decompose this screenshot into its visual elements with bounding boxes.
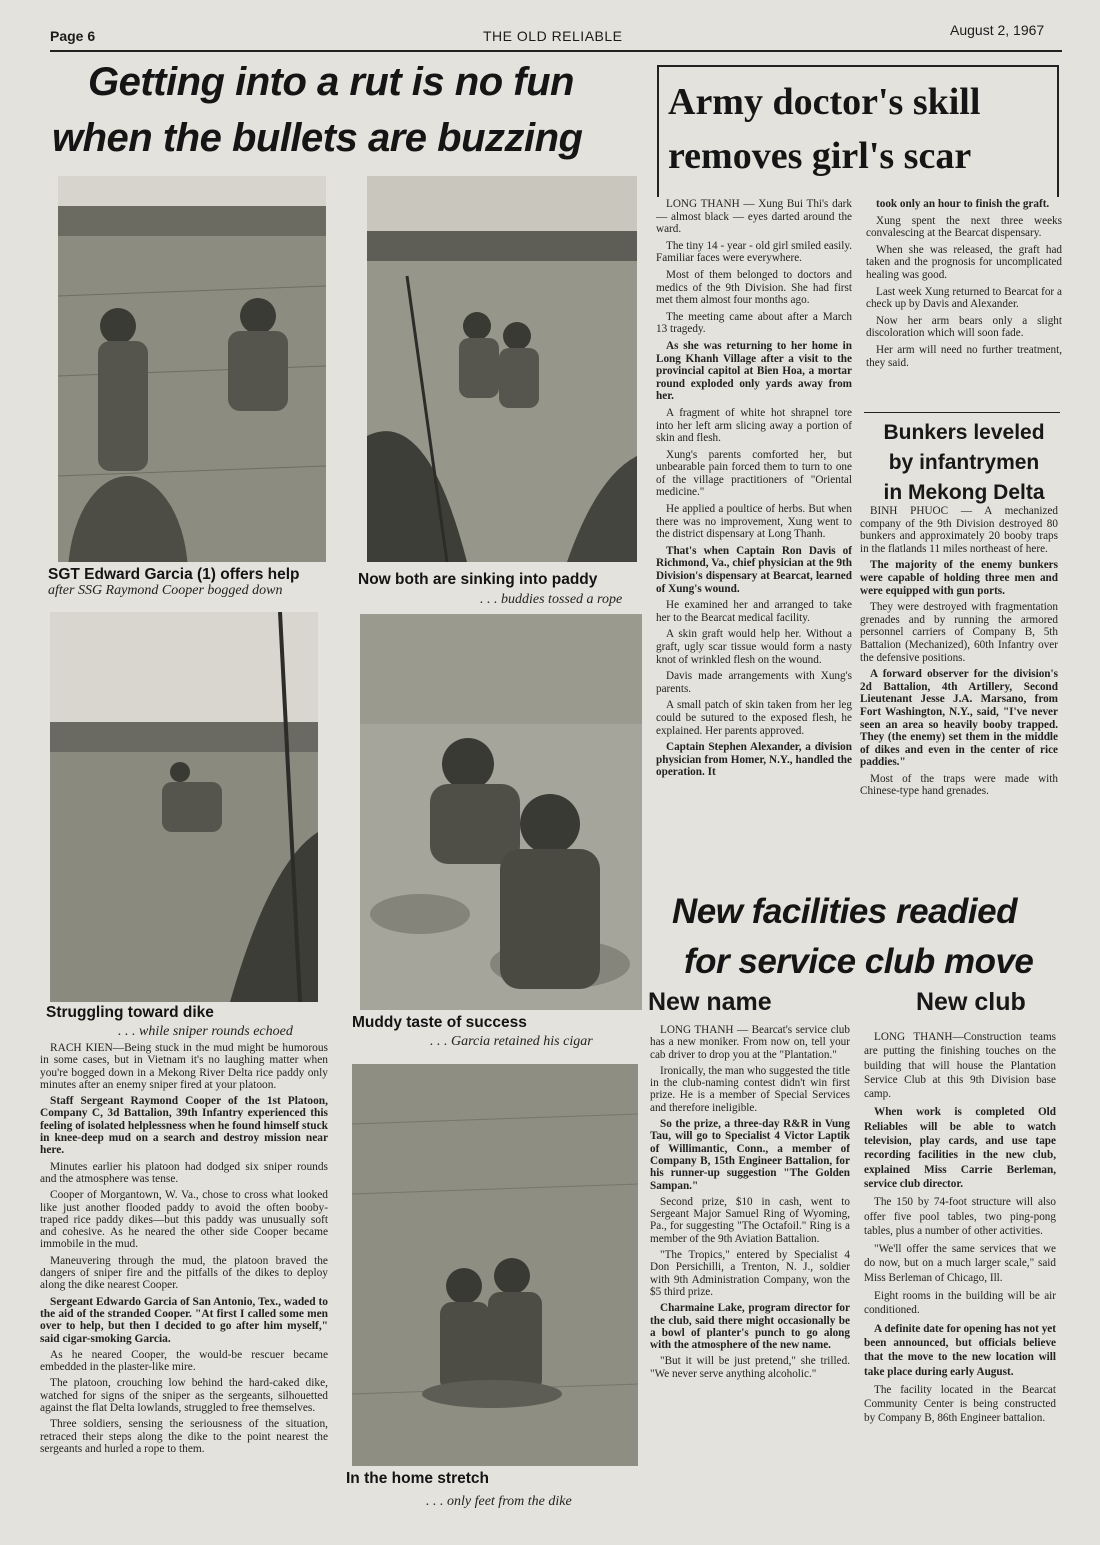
photo5-caption-sub: . . . only feet from the dike bbox=[426, 1494, 572, 1509]
paragraph: The majority of the enemy bunkers were capable of holding three men and were equipped with gun ports. bbox=[860, 559, 1058, 597]
paragraph: Minutes earlier his platoon had dodged six sniper rounds and the atmosphere was tense. bbox=[40, 1160, 328, 1185]
paragraph: As he neared Cooper, the would-be rescuer became embedded in the plaster-like mire. bbox=[40, 1348, 328, 1374]
paragraph: Ironically, the man who suggested the title in the club-naming contest didn't win first prize. He is a member of Special Services and therefore ineligible. bbox=[650, 1064, 850, 1114]
paragraph: "But it will be just pretend," she trilled. "We never serve anything alcoholic." bbox=[650, 1355, 850, 1380]
paragraph: LONG THANH — Bearcat's service club has a new moniker. From now on, tell your cab driver to drop you at the "Plantation." bbox=[650, 1024, 850, 1061]
paragraph: Three soldiers, sensing the seriousness of the situation, retraced their steps along the dike to the point nearest the sergeants and hurled a rope to them. bbox=[40, 1418, 328, 1455]
paragraph: He examined her and arranged to take her to the Bearcat medical facility. bbox=[656, 599, 852, 624]
club-headline-line1: New facilities readied bbox=[672, 892, 1017, 931]
paragraph: When work is completed Old Reliables will be able to watch television, play cards, and use tape recording facilities in the new club, explained Miss Carrie Berleman, service club director. bbox=[864, 1106, 1056, 1190]
paragraph: BINH PHUOC — A mechanized company of the 9th Division destroyed 80 bunkers and approximately 20 booby traps in the flatlands 11 miles northeast of here. bbox=[860, 505, 1058, 555]
paragraph: Cooper of Morgantown, W. Va., chose to cross what looked like just another flooded paddy to avoid the often booby-traped rice paddy dikes—but this paddy was unusually soft and cohesive. As he neared the other side Cooper became immobile in the mud. bbox=[40, 1189, 328, 1251]
main-story-body bbox=[40, 1042, 328, 1504]
doctor-headline-line1: Army doctor's skill bbox=[668, 81, 981, 123]
paragraph: Most of the traps were made with Chinese-type hand grenades. bbox=[860, 772, 1058, 798]
club-subhead-new-name: New name bbox=[648, 988, 772, 1016]
photo3-caption-sub: . . . while sniper rounds echoed bbox=[118, 1024, 293, 1039]
paragraph: RACH KIEN—Being stuck in the mud might be humorous in some cases, but in Vietnam it's no laughing matter when you're bogged down in a Mekong River Delta rice paddy only minutes after an enemy sniper fired at your platoon. bbox=[40, 1042, 328, 1091]
paragraph: "The Tropics," entered by Specialist 4 Don Persichilli, a Trenton, N. J., soldier with 9th Administration Company, won the $5 third prize. bbox=[650, 1249, 850, 1298]
page-number: Page 6 bbox=[50, 28, 96, 44]
paragraph: That's when Captain Ron Davis of Richmond, Va., chief physician at the 9th Division's dispensary at Bearcat, learned of Xung's wound. bbox=[656, 544, 852, 595]
paragraph: Sergeant Edwardo Garcia of San Antonio, Tex., waded to the aid of the stranded Cooper. "At first I called some men over to help, but then I decided to go after him myself," said cigar-smoking Garcia. bbox=[40, 1295, 328, 1345]
paragraph: A fragment of white hot shrapnel tore into her left arm slicing away a portion of skin and flesh. bbox=[656, 406, 852, 445]
paragraph: took only an hour to finish the graft. bbox=[876, 198, 1050, 210]
paragraph: When she was released, the graft had taken and the prognosis for uncomplicated healing was good. bbox=[866, 243, 1062, 281]
paragraph: Staff Sergeant Raymond Cooper of the 1st Platoon, Company C, 3d Battalion, 39th Infantry experienced this feeling of isolated helplessness when he found himself stuck in knee-deep mud on a search and destroy mission near here. bbox=[40, 1095, 328, 1157]
issue-date: August 2, 1967 bbox=[950, 22, 1045, 38]
paragraph: A skin graft would help her. Without a graft, ugly scar tissue would form a nasty knot of wrinkled flesh on the wound. bbox=[656, 628, 852, 666]
paragraph: LONG THANH — Xung Bui Thi's dark — almost black — eyes darted around the ward. bbox=[656, 198, 852, 236]
club-story-column-2 bbox=[864, 1030, 1056, 1530]
paragraph: The platoon, crouching low behind the hard-caked dike, watched for signs of the sniper as the sergeants, silhouetted against the flat Delta lowlands, struggled to free themselves. bbox=[40, 1377, 328, 1415]
bunkers-headline-line2: by infantrymen bbox=[888, 451, 1040, 474]
paragraph: Captain Stephen Alexander, a division physician from Homer, N.Y., handled the operation. It bbox=[656, 741, 852, 779]
paragraph: A forward observer for the division's 2d Battalion, 4th Artillery, Second Lieutenant Jesse J.A. Marsano, from Fort Washington, N.Y., said, "I've never seen an area so heavily booby trapped. They (the enemy) set them in the middle of dikes and even in the center of rice paddies." bbox=[860, 668, 1058, 769]
paragraph: Eight rooms in the building will be air conditioned. bbox=[864, 1290, 1056, 1317]
paragraph: Second prize, $10 in cash, went to Sergeant Major Samuel Ring of Wyoming, Pa., for suggesting "The Octafoil." Ring is a member of the 9th Aviation Battalion. bbox=[650, 1195, 850, 1245]
photo-struggling-toward-dike bbox=[50, 612, 318, 1002]
bunkers-headline-line3: in Mekong Delta bbox=[883, 481, 1045, 504]
paragraph: Davis made arrangements with Xung's parents. bbox=[656, 670, 852, 695]
photo2-caption-sub: . . . buddies tossed a rope bbox=[480, 592, 623, 607]
newspaper-name: THE OLD RELIABLE bbox=[483, 28, 623, 44]
paragraph: They were destroyed with fragmentation grenades and by running the armored personnel carriers of Company B, 5th Battalion (Mechanized), 60th Infantry over the defensive positions. bbox=[860, 601, 1058, 664]
paragraph: Xung spent the next three weeks convalescing at the Bearcat dispensary. bbox=[866, 214, 1062, 240]
paragraph: The 150 by 74-foot structure will also offer five pool tables, two ping-pong tables, plus a number of other activities. bbox=[864, 1196, 1056, 1237]
paragraph: Xung's parents comforted her, but unbearable pain forced them to turn to one of the village practitioners of "Oriental medicine." bbox=[656, 448, 852, 499]
bunkers-headline bbox=[866, 418, 1062, 508]
photo-garcia-offers-help bbox=[58, 176, 326, 562]
paragraph: He applied a poultice of herbs. But when there was no improvement, Xung went to the district dispensary at Long Thanh. bbox=[656, 503, 852, 541]
bunkers-story-body bbox=[860, 505, 1058, 890]
club-headline-line2: for service club move bbox=[684, 942, 1034, 981]
doctor-story-column-1 bbox=[656, 198, 852, 888]
bunkers-top-rule bbox=[864, 412, 1060, 413]
photo2-caption-title: Now both are sinking into paddy bbox=[358, 571, 598, 588]
paragraph: LONG THANH—Construction teams are putting the finishing touches on the building that will house the Plantation Service Club at this 9th Division base camp. bbox=[864, 1031, 1056, 1101]
photo5-caption-title: In the home stretch bbox=[346, 1470, 489, 1487]
paragraph: As she was returning to her home in Long Khanh Village after a visit to the provincial capitol at Bien Hoa, a mortar round exploded only yards away from her. bbox=[656, 339, 852, 403]
club-subhead-new-club: New club bbox=[916, 988, 1026, 1016]
paragraph: Maneuvering through the mud, the platoon braved the dangers of sniper fire and the pitfalls of the dikes to deploy along the dike nearest Cooper. bbox=[40, 1254, 328, 1292]
photo3-caption-title: Struggling toward dike bbox=[46, 1004, 214, 1021]
paragraph: The facility located in the Bearcat Community Center is being constructed by Company B, 86th Engineer battalion. bbox=[864, 1383, 1056, 1425]
paragraph: Now her arm bears only a slight discoloration which will soon fade. bbox=[866, 314, 1062, 340]
doctor-headline-line2: removes girl's scar bbox=[668, 135, 972, 177]
paragraph: Last week Xung returned to Bearcat for a check up by Davis and Alexander. bbox=[866, 285, 1062, 311]
photo-in-the-home-stretch bbox=[352, 1064, 638, 1466]
photo-muddy-taste-of-success bbox=[360, 614, 642, 1010]
photo4-caption-sub: . . . Garcia retained his cigar bbox=[430, 1034, 593, 1049]
main-headline-line2: when the bullets are buzzing bbox=[52, 116, 583, 160]
photo4-caption-title: Muddy taste of success bbox=[352, 1014, 527, 1031]
photo-both-sinking bbox=[367, 176, 637, 562]
paragraph: So the prize, a three-day R&R in Vung Tau, will go to Specialist 4 Victor Laptik of Willimantic, Conn., a member of Company B, 15th Engineer Battalion, for his runner-up suggestion "The Golden Sampan." bbox=[650, 1118, 850, 1192]
paragraph: Her arm will need no further treatment, they said. bbox=[866, 343, 1062, 369]
doctor-story-column-2 bbox=[866, 198, 1062, 408]
paragraph: A small patch of skin taken from her leg could be sutured to the exposed flesh, he explained. Her parents approved. bbox=[656, 699, 852, 737]
photo1-caption-sub: after SSG Raymond Cooper bogged down bbox=[48, 583, 283, 598]
paragraph: A definite date for opening has not yet been announced, but officials believe that the move to the new location will take place during early August. bbox=[864, 1322, 1056, 1378]
bunkers-headline-line1: Bunkers leveled bbox=[883, 421, 1045, 444]
photo1-caption-title: SGT Edward Garcia (1) offers help bbox=[48, 566, 300, 583]
paragraph: Charmaine Lake, program director for the club, said there might occasionally be a bowl of planter's punch to go along with the atmosphere of the new name. bbox=[650, 1302, 850, 1352]
paragraph: The tiny 14 - year - old girl smiled easily. Familiar faces were everywhere. bbox=[656, 239, 852, 265]
main-headline-line1: Getting into a rut is no fun bbox=[88, 60, 574, 104]
club-story-column-1 bbox=[650, 1024, 850, 1512]
paragraph: "We'll offer the same services that we do now, but on a much larger scale," said Miss Berleman of Chicago, Ill. bbox=[864, 1243, 1056, 1284]
masthead-rule bbox=[50, 50, 1062, 52]
paragraph: Most of them belonged to doctors and medics of the 9th Division. She had first met them almost four months ago. bbox=[656, 268, 852, 307]
paragraph: The meeting came about after a March 13 tragedy. bbox=[656, 310, 852, 336]
